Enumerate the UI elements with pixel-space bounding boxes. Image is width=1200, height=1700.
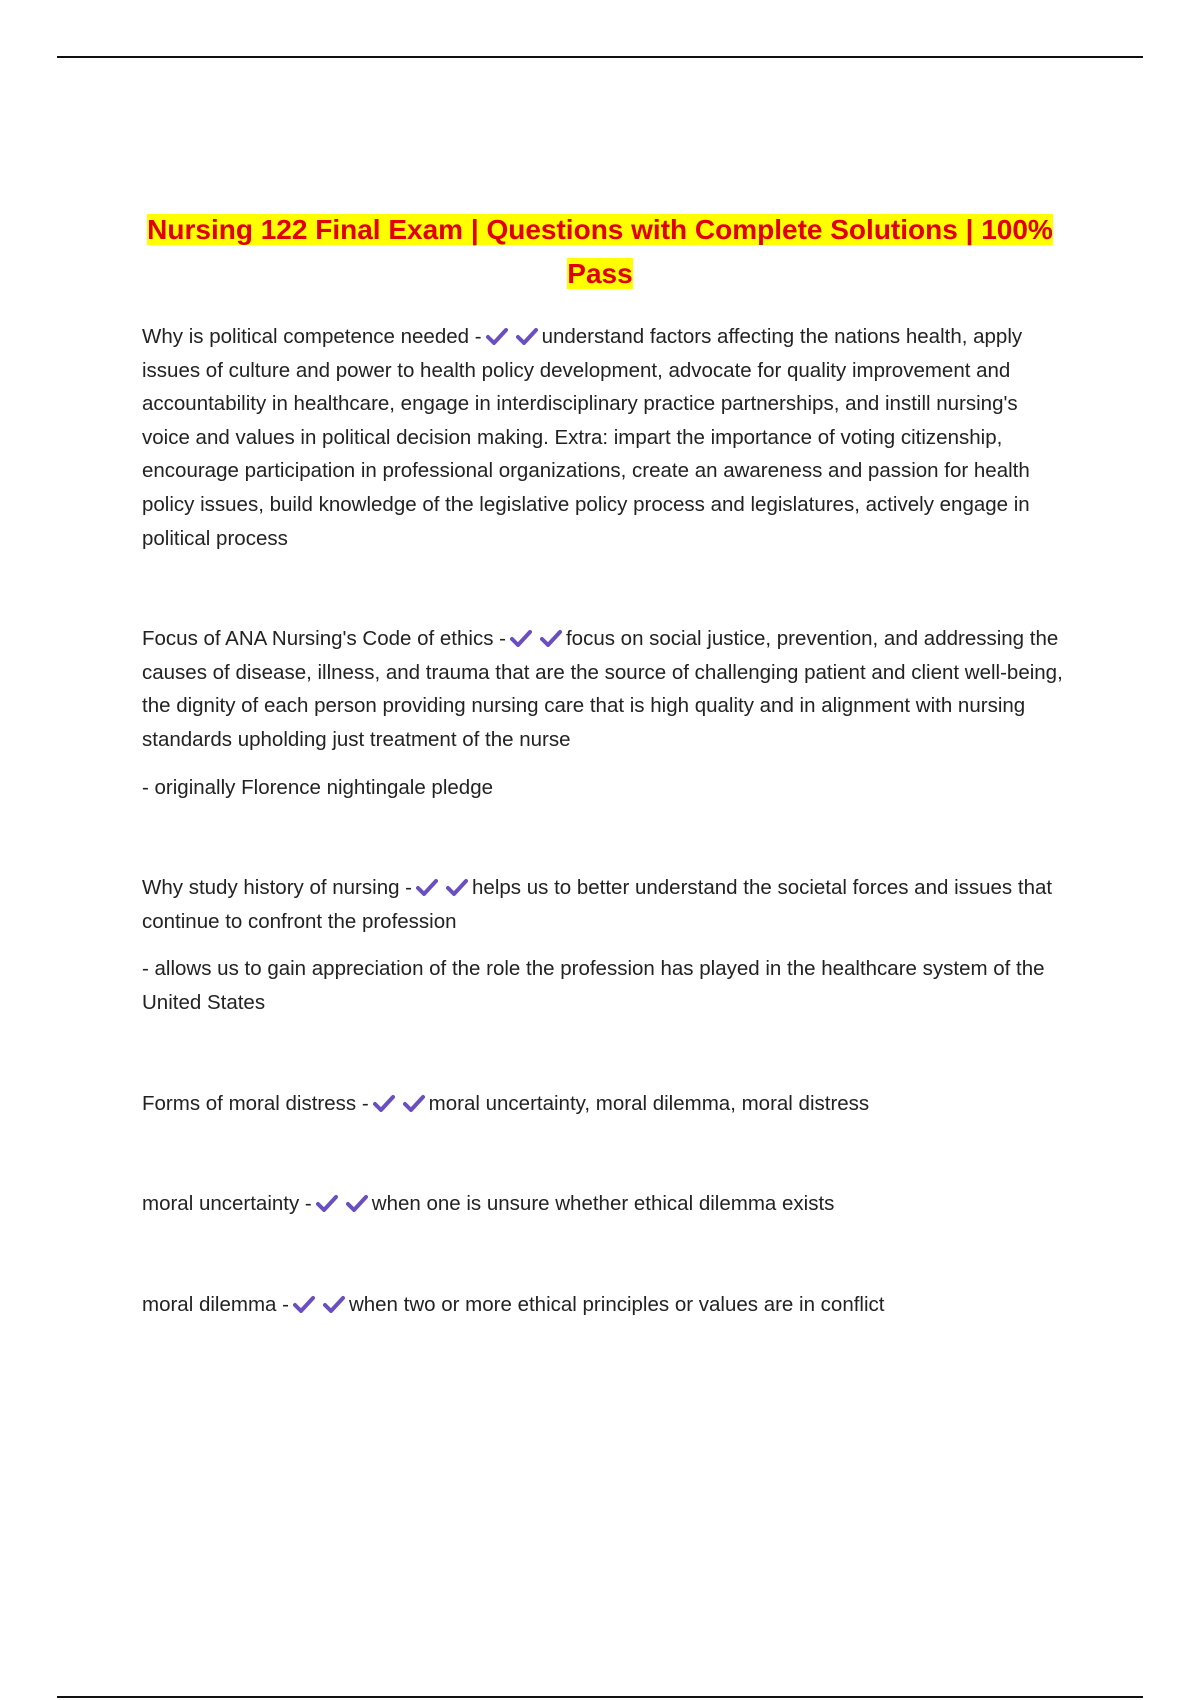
check-mark-icon [416, 878, 438, 896]
qa-item [142, 622, 1066, 804]
check-mark-icon [446, 878, 468, 896]
question-text: Why study history of nursing - [142, 876, 413, 900]
qa-line [142, 871, 1066, 938]
answer-text: when two or more ethical principles or values are in conflict [348, 1292, 885, 1316]
check-mark-icon [540, 629, 562, 647]
question-text: Why is political competence needed - [142, 325, 482, 348]
question-text: Focus of ANA Nursing's Code of ethics - [142, 627, 506, 651]
document-title-text: Nursing 122 Final Exam | Questions with Complete Solutions | 100% Pass [147, 214, 1053, 289]
check-mark-icon [316, 1194, 338, 1212]
qa-line [142, 1087, 1066, 1121]
footer-rule [57, 1696, 1143, 1698]
qa-line [142, 1187, 1066, 1221]
check-mark-icon [486, 327, 508, 345]
answer-text: understand factors affecting the nations health, apply issues of culture and power to health policy development, advocate for quality improvement and accountability in healthcare, engage in interdisciplinary practice partnerships, and instill nursing's voice and values in political decision making. Extra: impart the importance of voting citizenship, encourage participation in professional organizations, create an awareness and passion for health policy issues, build knowledge of the legislative policy process and legislatures, actively engage in political process [142, 325, 1030, 550]
qa-item [142, 320, 1066, 555]
answer-text: when one is unsure whether ethical dilemma exists [371, 1192, 835, 1216]
answer-text: moral uncertainty, moral dilemma, moral distress [428, 1091, 870, 1115]
qa-item [142, 1087, 1066, 1121]
question-text: moral dilemma - [142, 1292, 289, 1316]
check-mark-icon [373, 1094, 395, 1112]
qa-item [142, 871, 1066, 1019]
question-text: Forms of moral distress - [142, 1091, 369, 1115]
qa-line [142, 320, 1066, 555]
question-text: moral uncertainty - [142, 1192, 312, 1216]
qa-line [142, 622, 1066, 756]
answer-extra: - originally Florence nightingale pledge [142, 775, 493, 799]
answer-text: helps us to better understand the societal forces and issues that continue to confront the profession [142, 876, 1053, 933]
qa-line [142, 1288, 1066, 1322]
check-mark-icon [293, 1295, 315, 1313]
check-mark-icon [403, 1094, 425, 1112]
answer-extra: - allows us to gain appreciation of the role the profession has played in the healthcare system of the United States [142, 957, 1045, 1014]
check-mark-icon [510, 629, 532, 647]
qa-item [142, 1288, 1066, 1322]
qa-list [142, 320, 1066, 1321]
check-mark-icon [323, 1295, 345, 1313]
qa-item [142, 1187, 1066, 1221]
document-title [142, 208, 1058, 296]
header-rule [57, 56, 1143, 58]
check-mark-icon [346, 1194, 368, 1212]
check-mark-icon [516, 327, 538, 345]
answer-text: focus on social justice, prevention, and addressing the causes of disease, illness, and trauma that are the source of challenging patient and client well-being, the dignity of each person providing nursing care that is high quality and in alignment with nursing standards upholding just treatment of the nurse [142, 627, 1063, 751]
